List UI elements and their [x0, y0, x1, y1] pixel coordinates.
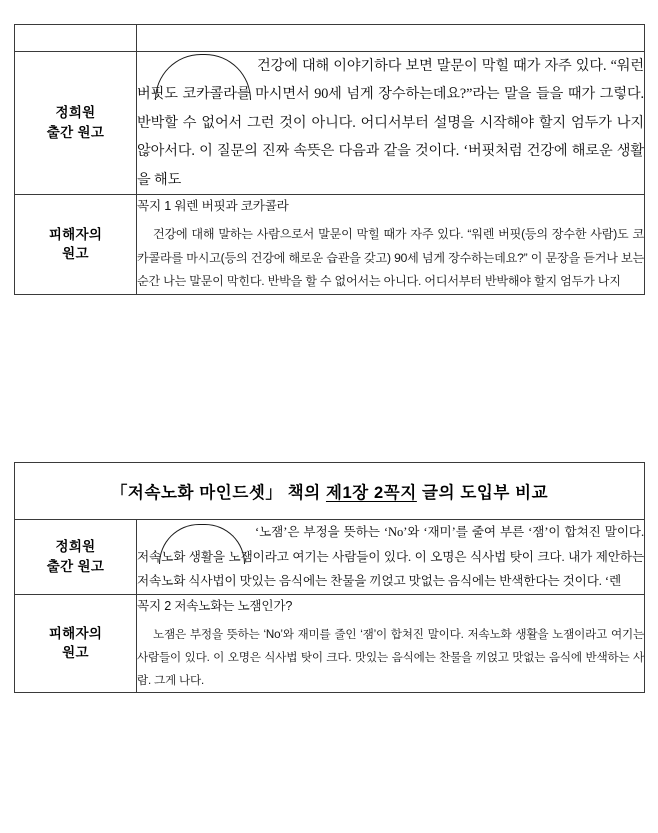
label-line-1: 피해자의 — [48, 625, 103, 641]
table-caption — [111, 484, 548, 502]
label-line-1: 피해자의 — [48, 226, 103, 242]
victim-section-title-2: 꼭지 2 저속노화는 노잼인가? — [137, 598, 293, 613]
victim-paragraph-1 — [137, 223, 644, 294]
row-label-published-2 — [15, 520, 137, 595]
published-manuscript-cell-1 — [137, 52, 645, 195]
table-row — [15, 594, 645, 693]
caption-suffix: 글의 도입부 비교 — [416, 484, 549, 502]
label-line-1: 정희원 — [55, 105, 96, 121]
caption-prefix: 「저속노화 마인드셋」 책의 — [110, 484, 326, 502]
row-label-victim-2 — [15, 594, 137, 693]
table-row — [15, 52, 645, 195]
label-line-2: 출간 원고 — [46, 125, 105, 141]
victim-paragraph-text-1: 건강에 대해 말하는 사람으로서 말문이 막힐 때가 자주 있다. “워렌 버핏(등의 장수한 사람)도 코카콜라를 마시고(등의 건강에 해로운 습관을 갖고) 90세 넘게 장수하는데요?” 이 문장을 듣거나 보는 순간 나는 말문이 막힌다. 반박을 할 수 없어서는 아니다. 어디서부터 반박해야 할지 엄두가 나지 — [137, 227, 644, 289]
label-line-2: 출간 원고 — [46, 558, 105, 574]
victim-paragraph-2 — [137, 623, 644, 693]
label-line-1: 정희원 — [55, 539, 96, 555]
victim-manuscript-cell-2 — [137, 594, 645, 693]
label-line-2: 원고 — [62, 645, 89, 661]
published-paragraph-text-1: 건강에 대해 이야기하다 보면 말문이 막힐 때가 자주 있다. “워런 버핏도 코카콜라를 마시면서 90세 넘게 장수하는데요?”라는 말을 들을 때가 그렇다. 반박할 수 없어서 그런 것이 아니다. 어디서부터 설명을 시작해야 할지 엄두가 나지 않아서다. 이 질문의 진짜 속뜻은 다음과 같을 것이다. ‘버핏처럼 건강에 해로운 생활을 해도 — [137, 58, 644, 188]
comparison-table-1 — [14, 24, 645, 295]
row-label-victim-1 — [15, 195, 137, 295]
caption-underlined: 제1장 2꼭지 — [325, 484, 417, 502]
published-manuscript-cell-2 — [137, 520, 645, 595]
victim-section-title-1: 꼭지 1 워렌 버핏과 코카콜라 — [137, 199, 289, 214]
table-header-strip — [15, 25, 645, 52]
row-label-published-1 — [15, 52, 137, 195]
victim-manuscript-cell-1 — [137, 195, 645, 295]
comparison-table-2 — [14, 462, 645, 693]
table-row — [15, 520, 645, 595]
victim-paragraph-text-2: 노잼은 부정을 뜻하는 ‘No’와 재미를 줄인 ‘잼’이 합쳐진 말이다. 저속노화 생활을 노잼이라고 여기는 사람들이 있다. 이 오명은 식사법 탓이 크다. 맛있는 음식에는 찬물을 끼얹고 맛없는 음식에 반색하는 사람. 그게 나다. — [137, 627, 645, 688]
header-strip-left — [15, 25, 137, 52]
caption-row — [15, 463, 645, 520]
header-strip-right — [137, 25, 645, 52]
published-paragraph-text-2: ‘노잼’은 부정을 뜻하는 ‘No’와 ‘재미’를 줄여 부른 ‘잼’이 합쳐진 말이다. 저속노화 생활을 노잼이라고 여기는 사람들이 있다. 이 오명은 식사법 탓이 크다. 내가 제안하는 저속노화 식사법이 맛있는 음식에는 찬물을 끼얹고 맛없는 음식에는 반색한다는 것이다. ‘렌 — [137, 525, 645, 589]
label-line-2: 원고 — [62, 246, 89, 262]
block-separator — [0, 440, 658, 462]
table-row — [15, 195, 645, 295]
table-caption-cell — [15, 463, 645, 520]
